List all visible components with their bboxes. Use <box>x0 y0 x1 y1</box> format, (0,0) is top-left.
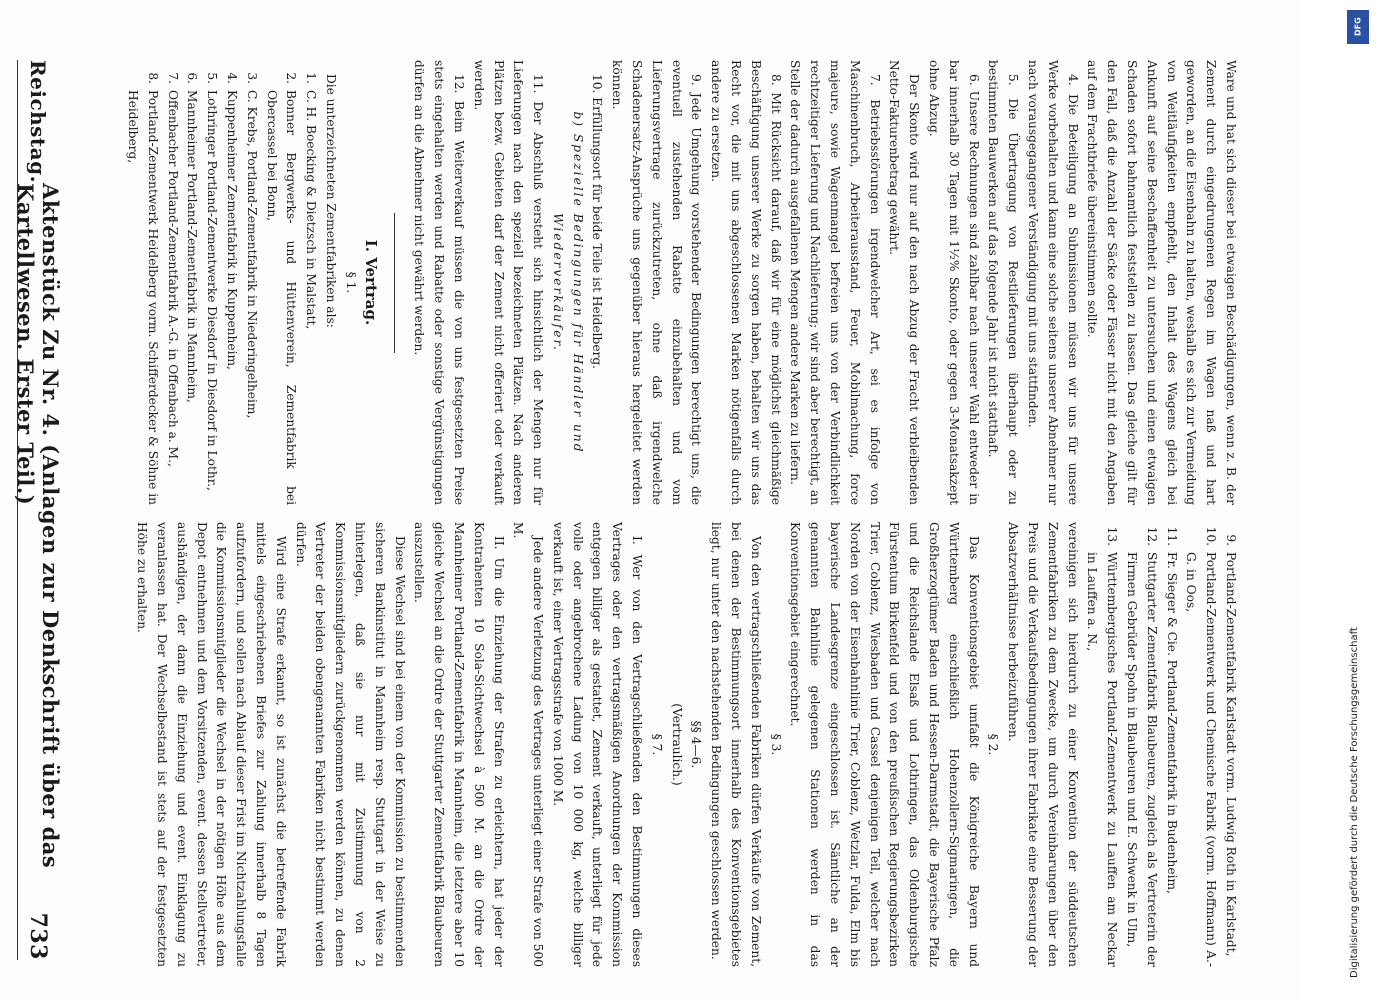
list-item-number: 3. <box>244 72 259 84</box>
list-item <box>1161 522 1181 967</box>
list-item-number: 1. <box>304 72 319 84</box>
list-item-number: 4. <box>224 72 239 84</box>
list-item <box>182 60 202 505</box>
list-item <box>241 60 261 505</box>
section-title: I. Vertrag. <box>361 239 380 326</box>
paragraph: Das Konventionsgebiet umfaßt die Königreiche Bayern und Württemberg einschließlich Hohenzollern-Sigmaringen, die Großherzogtümer Baden und Hessen-Darmstadt, die Bayerische Pfalz und die Reichslande Elsaß und Lothringen, das Oldenburgische Fürstentum Birkenfeld und von den preußischen Regierungsbezirken Trier, Coblenz, Wiesbaden und Cassel denjenigen Teil, welcher nach Norden von der Eisenbahnlinie Trier, Coblenz, Wetzlar, Fulda, Elm bis bayerische Landesgrenze eingeschlossen ist. Sämtliche an der genannten Bahnlinie gelegenen Stationen werden in das Konventionsgebiet eingerechnet. <box>788 522 981 967</box>
paragraph: 11. Der Abschluß versteht sich hinsichtlich der Mengen nur für Lieferungen nach den speziell bezeichneten Plätzen. Nach anderen Plätzen bezw. Gebieten darf der Zement nicht offeriert oder verkauft werden. <box>471 60 546 505</box>
list-item <box>261 60 301 505</box>
list-item <box>300 60 320 505</box>
list-item <box>1121 522 1161 967</box>
list-item-text: Offenbacher Portland-Zementfabrik A.-G. in Offenbach a. M., <box>165 90 180 467</box>
paragraph: I. Wer von den Vertragschließenden den Bestimmungen dieses Vertrages oder den vertragsmäßigen Anordnungen der Kommission entgegen billiger als gestattet, Zement verkauft, unterliegt für jede volle oder angebrochene Ladung von 10 000 kg, welche billiger verkauft ist, einer Vertragsstrafe von 1000 M. <box>550 522 645 967</box>
list-item <box>122 60 162 505</box>
section-number: § 7. <box>649 733 664 756</box>
list-item-text: Fr. Sieger & Cie. Portland-Zementfabrik in Budenheim, <box>1164 552 1179 894</box>
paragraph: 7. Betriebsstörungen irgendwelcher Art, sei es infolge von Maschinenbruch, Arbeiterausstand, Feuer, Mobilmachung, force majeure, sowie Wagenmangel befreien uns von der Verbindlichkeit rechtzeitiger Lieferung und Nachlieferung; wir sind aber berechtigt, an Stelle der dadurch ausgefallenen Mengen andere Marken zu liefern. <box>788 60 882 505</box>
page-number: 733 <box>25 912 51 960</box>
paragraph: II. Um die Einziehung der Strafen zu erleichtern, hat jeder der Kontrahenten 10 Sola-Sichtwechsel à 500 M. an die Ordre der Mannheimer Portland-Zementfabrik in Mannheim, die letztere aber 10 gleiche Wechsel an die Ordre der Stuttgarter Zementfabrik Blaubeuren auszustellen. <box>412 522 506 967</box>
digitization-credit: Digitalisierung gefördert durch die Deutsche Forschungsgemeinschaft <box>1349 627 1360 978</box>
list-item-number: 9. <box>1224 534 1238 546</box>
paragraph: 8. Mit Rücksicht darauf, daß wir für eine möglichst gleichmäßige Beschäftigung unserer Werke zu sorgen haben, behalten wir uns das Recht vor, die mit uns abgeschlossenen Marken nötigenfalls durch andere zu ersetzen. <box>709 60 783 505</box>
paragraph: Wird eine Strafe erkannt, so ist zunächst die betreffende Fabrik mittels eingeschriebenen Briefes zur Zahlung innerhalb 8 Tagen aufzufordern, und sollen nach Ablauf dieser Frist im Nichtzahlungsfalle die Kommissionsmitglieder die Wechsel in der nötigen Höhe aus dem Depot entnehmen und dem Vorsitzenden, event. dessen Stellvertreter, aushändigen, der dann die Einziehung und event. Einklagung zu veranlassen hat. Der Wechselbestand ist stets auf der festgesetzten Höhe zu erhalten. <box>135 522 288 967</box>
list-item-number: 10. <box>1204 526 1219 546</box>
list-item-text: Stuttgarter Zementfabrik Blaubeuren, zugleich als Vertreterin der Firmen Gebrüder Spohn in Blaubeuren und E. Schwenk in Ulm, <box>1125 552 1159 967</box>
subheading: b) Spezielle Bedingungen für Händler und Wiederverkäufer. <box>550 111 585 454</box>
divider <box>394 213 395 353</box>
list-item-text: Portland-Zementwerk und Chemische Fabrik (vorm. Hoffmann) A.-G. in Oos, <box>1184 552 1219 967</box>
paragraph: Von den vertragschließenden Fabriken dürfen Verkäufe von Zement, bei denen der Bestimmungsort innerhalb des Konventionsgebietes liegt, nur unter den nachstehenden Bedingungen geschlossen werden. <box>709 522 763 967</box>
digitization-sidebar <box>1345 10 1371 990</box>
company-list <box>1082 522 1240 967</box>
paragraph: 5. Die Übertragung von Restlieferungen überhaupt oder zu bestimmten Bauwerken auf das folgende Jahr ist nicht statthaft. <box>986 60 1021 505</box>
list-item-text: Mannheimer Portland-Zementfabrik in Mannheim, <box>185 90 200 403</box>
paragraph: Diese Wechsel sind bei einem von der Kommission zu bestimmenden sicheren Bankinstitut in Mannheim resp. Stuttgart in der Weise zu hinterlegen, daß sie nur mit Zustimmung von 2 Kommissionsmitgliedern zurückgenommen werden können, zu denen Vertreter der beiden obengenannten Fabriken nicht bestimmt werden dürfen. <box>293 522 407 967</box>
list-item-number: 11. <box>1164 526 1179 546</box>
list-item <box>201 60 221 505</box>
list-item-text: Bonner Bergwerks- und Hüttenverein, Zementfabrik bei Obercassel bei Bonn, <box>264 90 299 505</box>
paragraph: 9. Jede Umgehung vorstehender Bedingungen berechtigt uns, die eventuell zustehenden Rabatte einzubehalten und vom Lieferungsvertrage zurückzutreten, ohne daß irgendwelche Schadenersatz-Ansprüche uns gegenüber hieraus hergeleitet werden können. <box>610 60 704 505</box>
paragraph: 10. Erfüllungsort für beide Teile ist Heidelberg. <box>590 74 605 370</box>
list-item-text: Kuppenheimer Zementfabrik in Kuppenheim, <box>224 90 239 370</box>
list-item-number: 7. <box>165 72 180 84</box>
left-column <box>70 60 1240 505</box>
page-header <box>13 60 63 960</box>
list-item-number: 12. <box>1144 526 1159 546</box>
section-number: § 2. <box>986 733 1001 756</box>
paragraph: 12. Beim Weiterverkauf müssen die von uns festgesetzten Preise stets eingehalten werden und Rabatte oder sonstige Vergünstigungen dürfen an die Abnehmer nicht gewährt werden. <box>412 60 466 505</box>
section-number: §§ 4—6. <box>689 720 704 769</box>
header-title: Aktenstück Zu Nr. 4. (Anlagen zur Denkschrift über das Kartellwesen. Erster Teil.) <box>13 183 63 869</box>
section-number: § 1. <box>343 271 358 294</box>
list-item-text: C. H. Boecking & Dietzsch in Malstatt, <box>304 90 319 330</box>
list-item-number: 2. <box>284 72 299 84</box>
list-item <box>1082 522 1122 967</box>
list-item-text: Portland-Zementfabrik Karlstadt vorm. Ludwig Roth in Karlstadt, <box>1224 552 1238 957</box>
list-item <box>1220 522 1240 967</box>
list-item-text: Lothringer Portland-Zementwerke Diesdorf in Diesdorf in Lothr., <box>205 90 220 491</box>
dfg-logo: DFG <box>1347 10 1369 44</box>
paragraph: Der Skonto wird nur auf den nach Abzug der Fracht verbleibenden Netto-Fakturenbetrag gewährt. <box>887 60 922 505</box>
paragraph: 6. Unsere Rechnungen sind zahlbar nach unserer Wahl entweder in bar innerhalb 30 Tagen mit 1½% Skonto, oder gegen 3-Monatsakzept ohne Abzug. <box>927 60 981 505</box>
list-item-text: C. Krebs, Portland-Zementfabrik in Niederingelheim, <box>244 90 259 419</box>
paragraph: vereinigen sich hierdurch zu einer Konvention der süddeutschen Zementfabriken zu dem Zwecke, um durch Vereinbarungen über den Preis und die Verkaufsbedingungen ihrer Fabrikate eine Besserung der Absatzverhältnisse herbeizuführen. <box>1006 522 1080 967</box>
list-item <box>1181 522 1221 967</box>
list-item <box>221 60 241 505</box>
list-item-number: 5. <box>205 72 220 84</box>
section-note: (Vertraulich.) <box>669 703 684 786</box>
paragraph: Ware und hat sich dieser bei etwaigen Beschädigungen, wenn z. B. der Zement durch eingedrungenen Regen im Wagen naß und hart geworden, an die Eisenbahn zu halten, weshalb es sich zur Vermeidung von Weitläufigkeiten empfiehlt, den Inhalt des Wagens gleich bei Ankunft auf seine Beschaffenheit zu untersuchen und einen etwaigen Schaden sofort bahnamtlich feststellen zu lassen. Das gleiche gilt für den Fall, daß die Anzahl der Säcke oder Fässer nicht mit den Angaben auf dem Frachtbriefe übereinstimmen sollte. <box>1085 60 1238 505</box>
company-list <box>122 60 320 505</box>
list-item <box>162 60 182 505</box>
paragraph: 4. Die Beteiligung an Submissionen müssen wir uns für unsere Werke vorbehalten und kann eine solche seitens unserer Abnehmer nur nach vorausgegangener Verständigung mit uns stattfinden. <box>1026 60 1080 505</box>
list-item-text: Portland-Zementwerk Heidelberg vorm. Schifferdecker & Söhne in Heidelberg, <box>125 90 160 505</box>
section-number: § 3. <box>768 733 783 756</box>
list-item-number: 6. <box>185 72 200 84</box>
paragraph: Die unterzeichneten Zementfabriken als: <box>323 74 338 328</box>
paragraph: Jede andere Verletzung des Vertrages unterliegt einer Strafe von 500 M. <box>511 522 546 967</box>
header-left: Reichstag. <box>26 60 50 184</box>
list-item-number: 8. <box>145 72 160 84</box>
list-item-number: 13. <box>1105 526 1120 546</box>
list-item-text: Württembergisches Portland-Zementwerk zu Lauffen am Neckar in Lauffen a. N., <box>1085 552 1120 967</box>
right-column <box>70 522 1240 967</box>
